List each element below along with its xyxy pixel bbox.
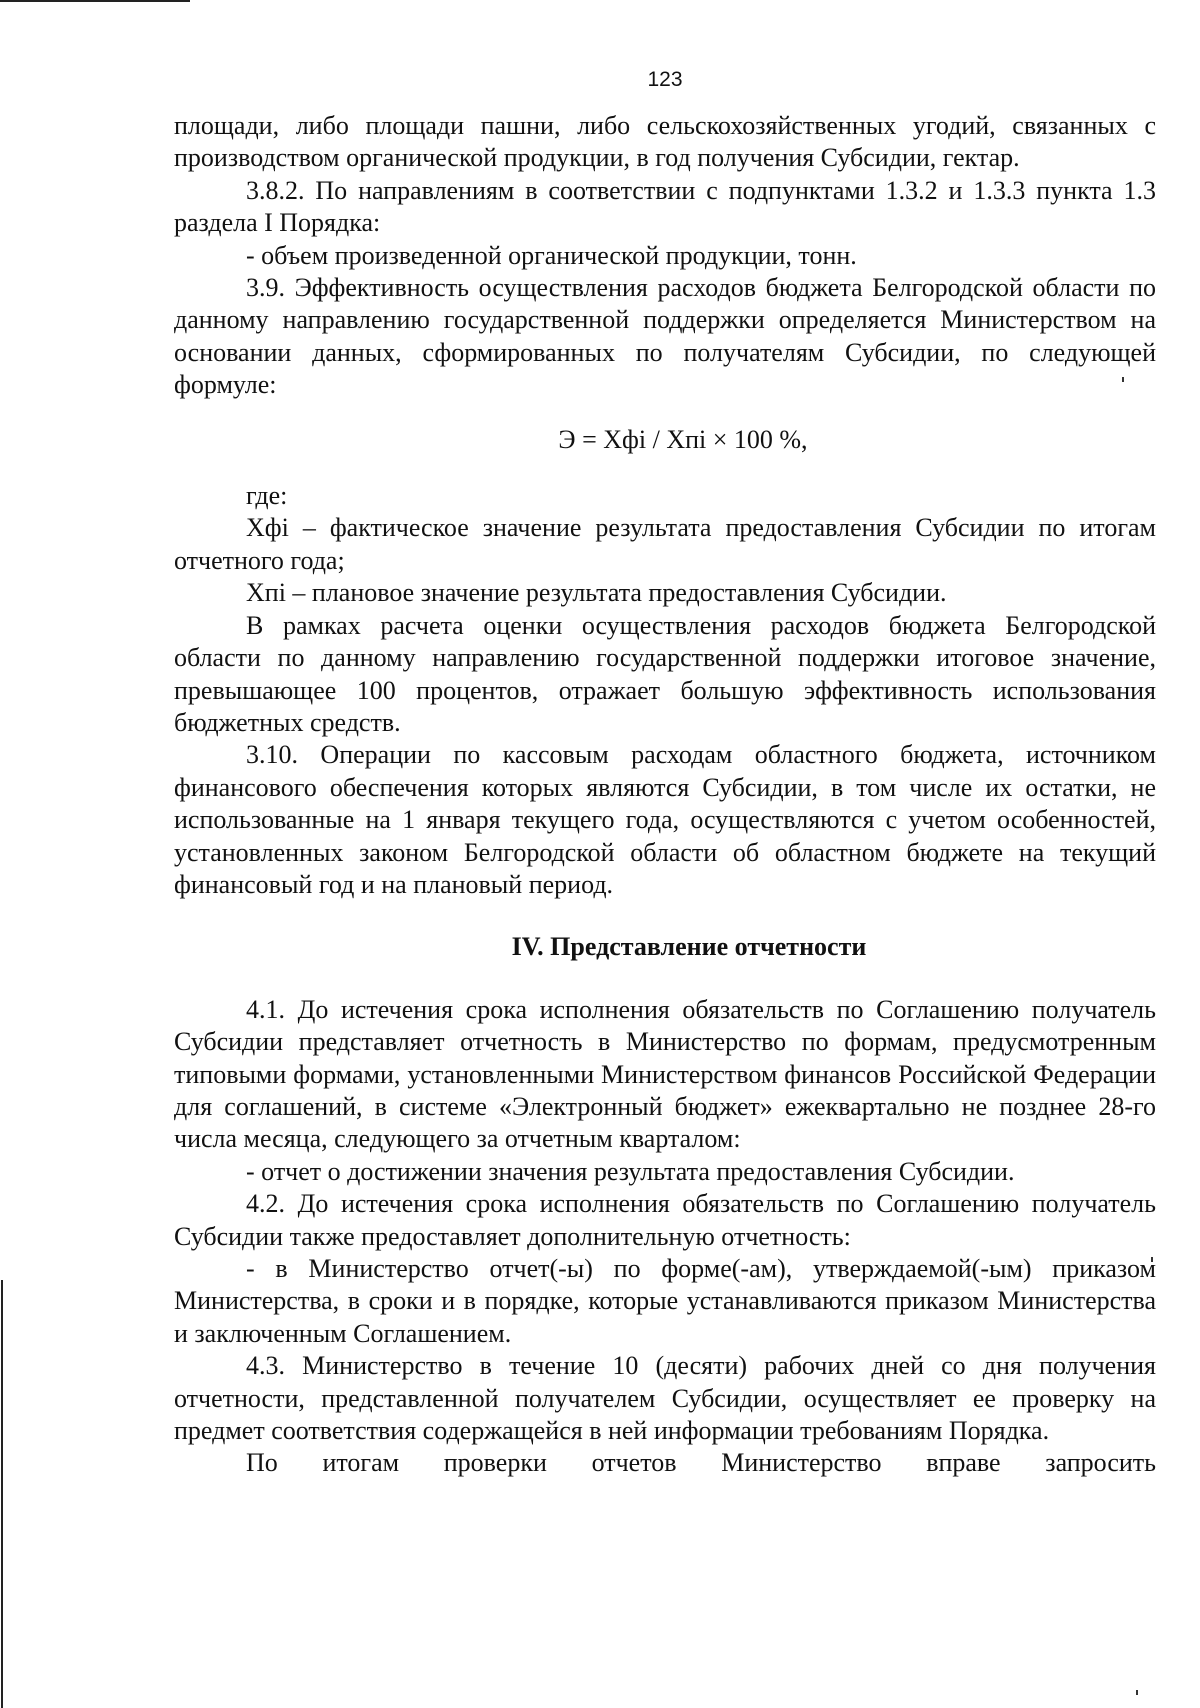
paragraph: 3.9. Эффективность осуществления расходов бюджета Белгородской области по данному направлению государственной поддержки определяется Министерством на основании данных, сформированных по получателям Субсидии, по следующей формуле: [174, 273, 1156, 400]
formula: Э = Хфi / Хпi × 100 %, [558, 424, 808, 454]
paragraph: Хфi – фактическое значение результата предоставления Субсидии по итогам отчетного года; [174, 513, 1156, 575]
section-heading: IV. Представление отчетности [511, 932, 867, 962]
scan-edge-top [0, 0, 190, 2]
paragraph: где: [246, 481, 288, 511]
paragraph: 4.2. До истечения срока исполнения обязательств по Соглашению получатель Субсидии также предоставляет дополнительную отчетность: [174, 1189, 1156, 1251]
paragraph: - отчет о достижении значения результата предоставления Субсидии. [246, 1156, 1015, 1186]
paragraph: 3.10. Операции по кассовым расходам областного бюджета, источником финансового обеспечения которых являются Субсидии, в том числе их остатки, не использованные на 1 января текущего года, осуществляются с учетом особенностей, установленных законом Белгородской области об областном бюджете на текущий финансовый год и на плановый период. [174, 740, 1156, 899]
paragraph: 4.1. До истечения срока исполнения обязательств по Соглашению получатель Субсидии представляет отчетность в Министерство по формам, предусмотренным типовыми формами, установленными Министерством финансов Российской Федерации для соглашений, в системе «Электронный бюджет» ежеквартально не позднее 28-го числа месяца, следующего за отчетным кварталом: [174, 994, 1156, 1154]
scan-edge-left [1, 1280, 3, 1708]
paragraph: площади, либо площади пашни, либо сельскохозяйственных угодий, связанных с производством органической продукции, в год получения Субсидии, гектар. [174, 111, 1156, 173]
paragraph: В рамках расчета оценки осуществления расходов бюджета Белгородской области по данному направлению государственной поддержки итоговое значение, превышающее 100 процентов, отражает большую эффективность использования бюджетных средств. [174, 610, 1156, 737]
paragraph: - объем произведенной органической продукции, тонн. [246, 240, 857, 270]
page-number: 123 [647, 68, 683, 91]
paragraph: По итогам проверки отчетов Министерство вправе запросить [246, 1448, 1156, 1478]
paragraph: Хпi – плановое значение результата предоставления Субсидии. [246, 578, 947, 608]
scan-speck [1136, 1690, 1138, 1695]
document-body [174, 110, 1156, 1480]
paragraph: 3.8.2. По направлениям в соответствии с подпунктами 1.3.2 и 1.3.3 пункта 1.3 раздела I Порядка: [174, 175, 1156, 238]
paragraph: - в Министерство отчет(-ы) по форме(-ам), утверждаемой(-ым) приказом Министерства, в сроки и в порядке, которые устанавливаются приказом Министерства и заключенным Соглашением. [174, 1254, 1156, 1348]
paragraph: 4.3. Министерство в течение 10 (десяти) рабочих дней со дня получения отчетности, представленной получателем Субсидии, осуществляет ее проверку на предмет соответствия содержащейся в ней информации требованиям Порядка. [174, 1351, 1156, 1446]
